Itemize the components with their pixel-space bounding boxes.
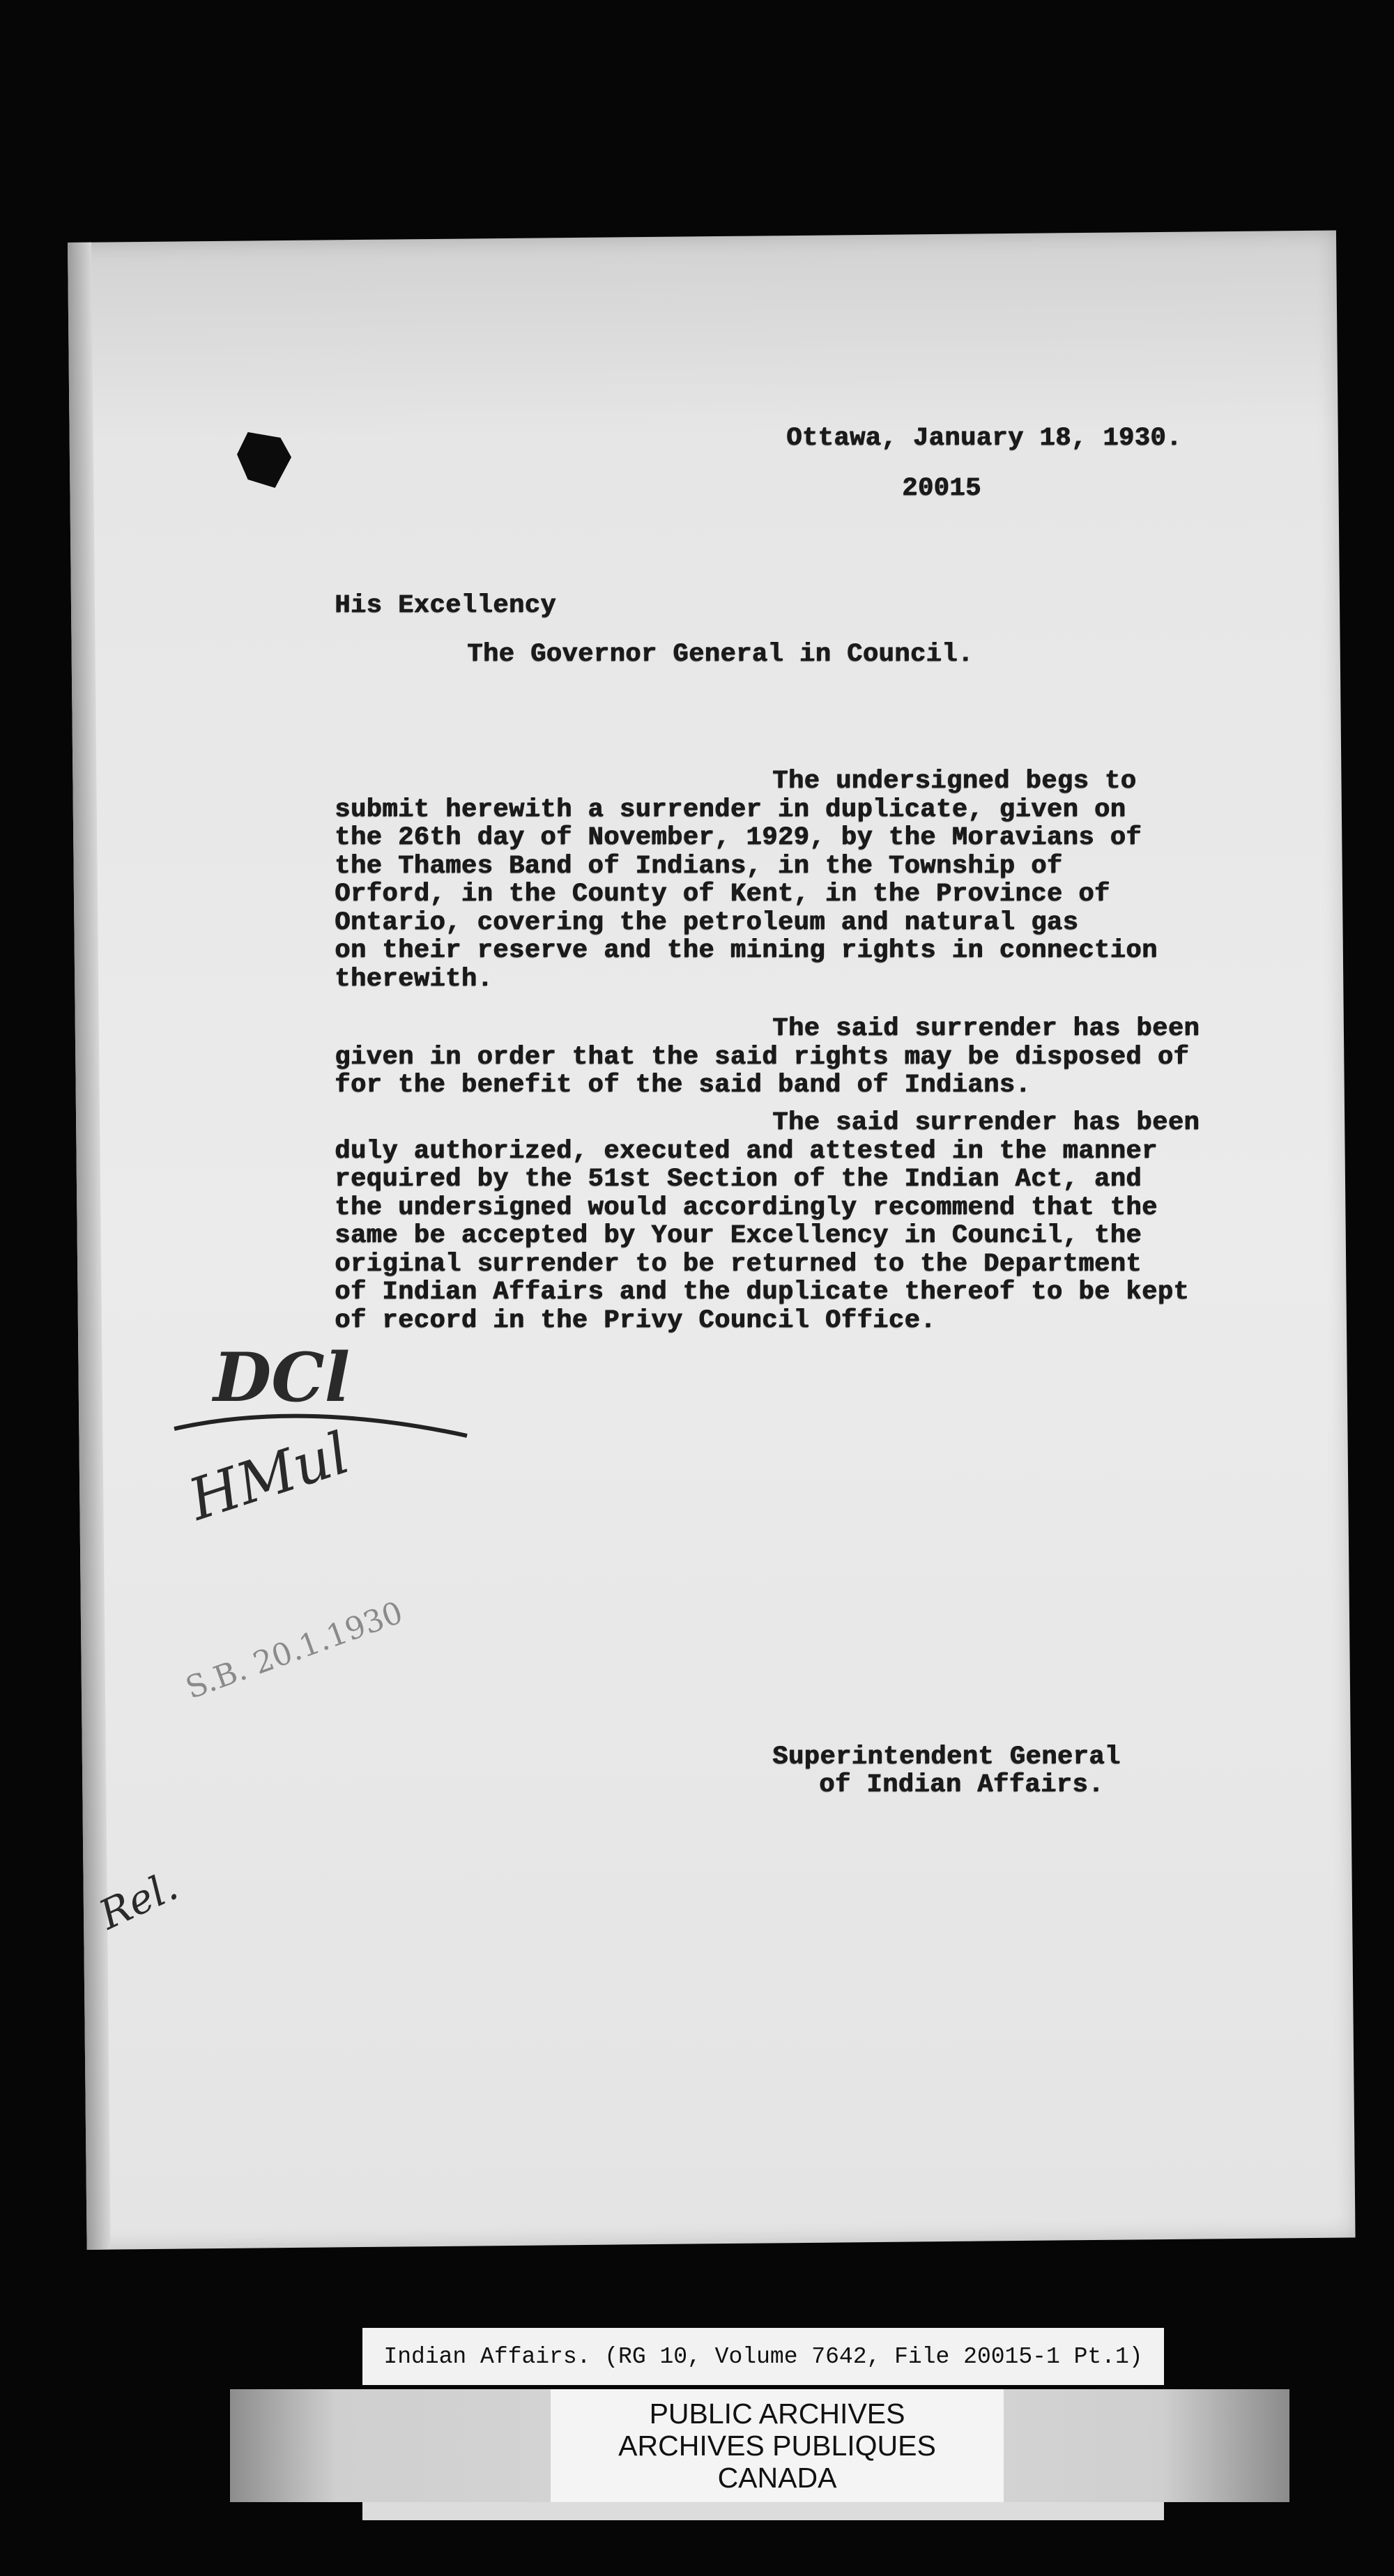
- body-line: the undersigned would accordingly recommend that the: [335, 1193, 1158, 1222]
- body-line: submit herewith a surrender in duplicate, given on: [335, 795, 1126, 825]
- addressee-line2: The Governor General in Council.: [467, 640, 974, 669]
- body-line: therewith.: [335, 964, 493, 994]
- body-line: Ontario, covering the petroleum and natural gas: [335, 907, 1079, 937]
- archive-stamp-line2: ARCHIVES PUBLIQUES: [618, 2430, 936, 2462]
- body-line: required by the 51st Section of the Indian Act, and: [335, 1165, 1142, 1194]
- body-line: The said surrender has been: [772, 1014, 1200, 1043]
- body-line: same be accepted by Your Excellency in Council, the: [335, 1221, 1142, 1250]
- handwritten-mark: Rel.: [92, 1862, 185, 1939]
- body-line: for the benefit of the said band of Indians.: [335, 1071, 1031, 1100]
- body-line: of Indian Affairs and the duplicate thereof to be kept: [335, 1278, 1189, 1307]
- body-line: original surrender to be returned to the Department: [335, 1249, 1142, 1279]
- body-line: on their reserve and the mining rights in connection: [335, 936, 1158, 965]
- body-line: the 26th day of November, 1929, by the Moravians of: [335, 823, 1142, 852]
- signature-title-line2: of Indian Affairs.: [819, 1770, 1104, 1800]
- archive-stamp-line1: PUBLIC ARCHIVES: [649, 2398, 905, 2430]
- pencil-note: S.B. 20.1.1930: [181, 1595, 408, 1706]
- archive-stamp: [551, 2389, 1004, 2502]
- dateline: Ottawa, January 18, 1930.: [786, 424, 1182, 453]
- body-line: duly authorized, executed and attested in the manner: [335, 1136, 1158, 1166]
- body-line: The said surrender has been: [772, 1108, 1200, 1137]
- handwritten-initials-2: HMul: [181, 1420, 358, 1534]
- body-line: the Thames Band of Indians, in the Township of: [335, 851, 1063, 881]
- body-line: of record in the Privy Council Office.: [335, 1305, 936, 1335]
- file-number: 20015: [902, 474, 981, 503]
- archive-stamp-base: [362, 2502, 1164, 2520]
- archive-reference: Indian Affairs. (RG 10, Volume 7642, File 20015-1 Pt.1): [362, 2328, 1164, 2385]
- signature-title-line1: Superintendent General: [772, 1742, 1121, 1772]
- body-line: The undersigned begs to: [772, 767, 1137, 796]
- archive-stamp-line3: CANADA: [717, 2462, 837, 2494]
- body-line: Orford, in the County of Kent, in the Province of: [335, 880, 1110, 909]
- addressee-line1: His Excellency: [335, 591, 556, 620]
- paper-edge: [68, 243, 111, 2250]
- handwritten-initials-1: DCl: [213, 1338, 351, 1417]
- body-line: given in order that the said rights may be disposed of: [335, 1042, 1189, 1072]
